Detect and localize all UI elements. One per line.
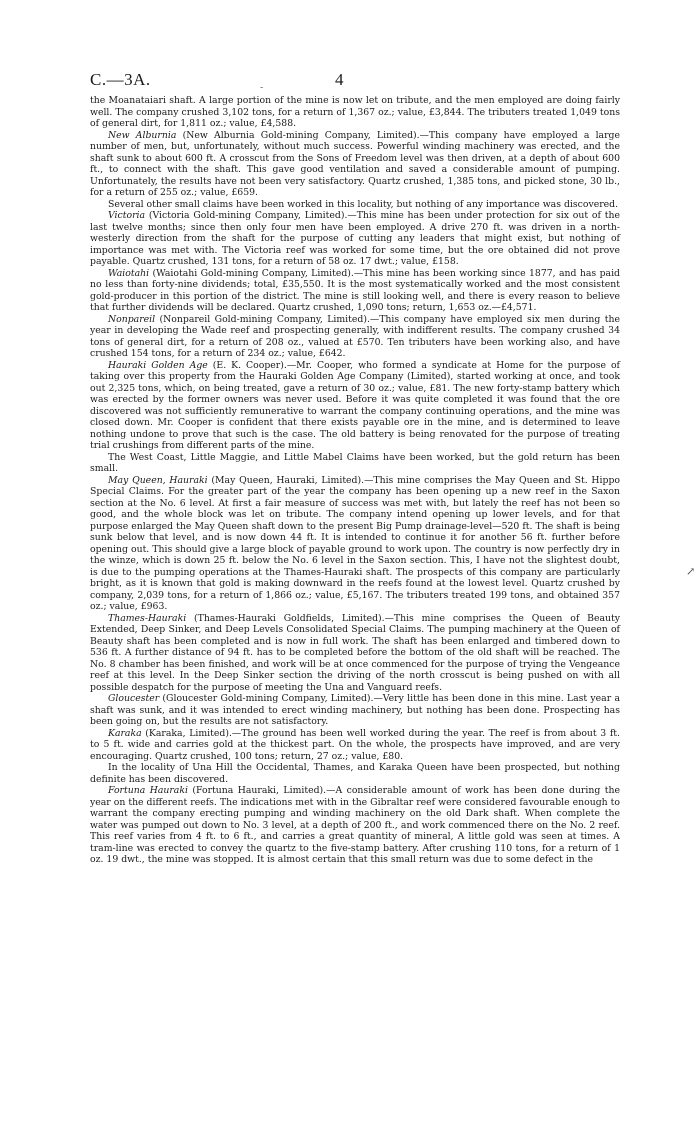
page-body bbox=[90, 95, 620, 866]
mine-name: Gloucester bbox=[108, 693, 160, 704]
mine-name: Nonpareil bbox=[108, 313, 156, 325]
paragraph bbox=[90, 728, 620, 763]
paragraph-text: (May Queen, Hauraki, Limited).—This mine comprises the May Queen and St. Hippo Special Claims. For the greater part of the year the company has been opening up a new reef in the Saxon section at the No. 6 level. At first a fair measure of success was met with, but lately the reef has not been so good, and the whole block was let on tribute. The company intend opening up lower levels, and for that purpose enlarged the May Queen shaft down to the present Big Pump drainage-level—520 ft. The shaft is being sunk below that level, and is now down 44 ft. It is intended to continue it for another 56 ft. further before opening out. This should give a large block of payable ground to work upon. The country is now perfectly dry in the winze, which is down 25 ft. below the No. 6 level in the Saxon section. This, I have not the slightest doubt, is due to the pumping operations at the Thames-Hauraki shaft. The prospects of this company are particularly bright, as it is known that gold is making downward in the reefs found at the lowest level. Quartz crushed by company, 2,039 tons, for a return of 1,866 oz.; value, £5,167. The tributers treated 199 tons, and obtained 357 oz.; value, £963. bbox=[90, 474, 620, 612]
paragraph bbox=[90, 95, 620, 130]
page-reference: C.—3A. bbox=[90, 70, 151, 89]
paragraph-text: The West Coast, Little Maggie, and Little Mabel Claims have been worked, but the gold return has been small. bbox=[90, 451, 620, 474]
mine-name: Thames-Hauraki bbox=[108, 612, 187, 624]
paragraph bbox=[90, 210, 620, 268]
header-mark: - bbox=[260, 82, 264, 93]
paragraph bbox=[90, 785, 620, 866]
paragraph-text: (E. K. Cooper).—Mr. Cooper, who formed a syndicate at Home for the purpose of taking over this property from the Hauraki Golden Age Company (Limited), started working at once, and took out 2,325 tons, which, on being treated, gave a return of 30 oz.; value, £81. The new forty-stamp battery which was erected by the former owners was never used. Before it was quite completed it was found that the ore discovered was not sufficiently remunerative to warrant the company continuing operations, and the mine was closed down. Mr. Cooper is confident that there exists payable ore in the mine, and is determined to leave nothing undone to prove that such is the case. The old battery is being renovated for the purpose of treating trial crushings from different parts of the mine. bbox=[90, 359, 620, 451]
paragraph-text: (Fortuna Hauraki, Limited).—A considerable amount of work has been done during the year on the different reefs. The indications met with in the Gibraltar reef were considered favourable enough to warrant the company erecting pumping and winding machinery on the old Dark shaft. When complete the water was pumped out down to No. 3 level, at a depth of 200 ft., and work commenced there on the No. 2 reef. This reef varies from 4 ft. to 6 ft., and carries a great quantity of mineral, A little gold was seen at times. A tram-line was erected to convey the quartz to the five-stamp battery. After crushing 110 tons, for a return of 1 oz. 19 dwt., the mine was stopped. It is almost certain that this small return was due to some defect in the bbox=[90, 785, 620, 865]
paragraph-text: Several other small claims have been worked in this locality, but nothing of any importance was discovered. bbox=[108, 198, 619, 210]
paragraph-text: the Moanataiari shaft. A large portion of the mine is now let on tribute, and the men employed are doing fairly well. The company crushed 3,102 tons, for a return of 1,367 oz.; value, £3,844. The tributers treated 1,049 tons of general dirt, for 1,811 oz.; value, £4,588. bbox=[90, 95, 620, 129]
paragraph bbox=[90, 475, 620, 613]
paragraph-text: (Waiotahi Gold-mining Company, Limited).—This mine has been working since 1877, and has paid no less than forty-nine dividends; total, £35,550. It is the most systematically worked and the most consistent gold-producer in this portion of the district. The mine is still looking well, and there is every reason to believe that further dividends will be declared. Quartz crushed, 1,090 tons; return, 1,653 oz.—£4,571. bbox=[90, 267, 620, 313]
paragraph-text: (New Alburnia Gold-mining Company, Limited).—This company have employed a large number of men, but, unfortunately, without much success. Powerful winding machinery was erected, and the shaft sunk to about 600 ft. A crosscut from the Sons of Freedom level was then driven, at a depth of about 600 ft., to connect with the shaft. This gave good ventilation and saved a considerable amount of pumping. Unfortunately, the results have not been very satisfactory. Quartz crushed, 1,385 tons, and picked stone, 30 lb., for a return of 255 oz.; value, £659. bbox=[90, 129, 621, 198]
page-number: 4 bbox=[335, 70, 344, 89]
paragraph-text: (Thames-Hauraki Goldfields, Limited).—This mine comprises the Queen of Beauty Extended, Deep Sinker, and Deep Levels Consolidated Special Claims. The pumping machinery at the Queen of Beauty shaft has been completed and is now in full work. The shaft has been enlarged and timbered down to 536 ft. A further distance of 94 ft. has to be completed before the bottom of the old shaft will be reached. The No. 8 chamber has been finished, and work will be at once commenced for the purpose of trying the Vengeance reef at this level. In the Deep Sinker section the driving of the north crosscut is being pushed on with all possible despatch for the purpose of meeting the Una and Vanguard reefs. bbox=[90, 612, 620, 693]
paragraph-text: In the locality of Una Hill the Occidental, Thames, and Karaka Queen have been prospected, but nothing definite has been discovered. bbox=[90, 762, 620, 785]
paragraph-text: (Gloucester Gold-mining Company, Limited).—Very little has been done in this mine. Last year a shaft was sunk, and it was intended to erect winding machinery, but nothing has been done. Prospecting has been going on, but the results are not satisfactory. bbox=[90, 693, 620, 727]
mine-name: Fortuna Hauraki bbox=[108, 785, 188, 796]
paragraph bbox=[90, 452, 620, 475]
mine-name: New Alburnia bbox=[108, 129, 177, 141]
mine-name: May Queen, Hauraki bbox=[108, 474, 208, 486]
paragraph bbox=[90, 268, 620, 314]
paragraph bbox=[90, 693, 620, 728]
paragraph bbox=[90, 762, 620, 785]
mine-name: Victoria bbox=[108, 210, 146, 221]
paragraph-text: (Karaka, Limited).—The ground has been well worked during the year. The reef is from about 3 ft. to 5 ft. wide and carries gold at the thickest part. On the whole, the prospects have improved, and are very encouraging. Quartz crushed, 100 tons; return, 27 oz.; value, £80. bbox=[90, 727, 620, 762]
paragraph bbox=[90, 130, 620, 199]
paragraph-text: (Victoria Gold-mining Company, Limited).—This mine has been under protection for six out of the last twelve months; since then only four men have been employed. A drive 270 ft. was driven in a north-westerly direction from the shaft for the purpose of cutting any leaders that might exist, but nothing of importance was met with. The Victoria reef was worked for some time, but the ore obtained did not prove payable. Quartz crushed, 131 tons, for a return of 58 oz. 17 dwt.; value, £158. bbox=[90, 210, 620, 267]
mine-name: Hauraki Golden Age bbox=[108, 359, 208, 371]
paragraph-text: (Nonpareil Gold-mining Company, Limited).—This company have employed six men during the year in developing the Wade reef and prospecting generally, with indifferent results. The company crushed 34 tons of general dirt, for a return of 208 oz., valued at £570. Ten tributers have been working also, and have crushed 154 tons, for a return of 234 oz.; value, £642. bbox=[90, 313, 620, 359]
paragraph bbox=[90, 199, 620, 211]
mine-name: Waiotahi bbox=[108, 267, 150, 279]
margin-mark: ↗ bbox=[686, 565, 696, 578]
mine-name: Karaka bbox=[108, 727, 142, 739]
page-header bbox=[90, 70, 620, 92]
paragraph bbox=[90, 360, 620, 452]
paragraph bbox=[90, 314, 620, 360]
paragraph bbox=[90, 613, 620, 694]
